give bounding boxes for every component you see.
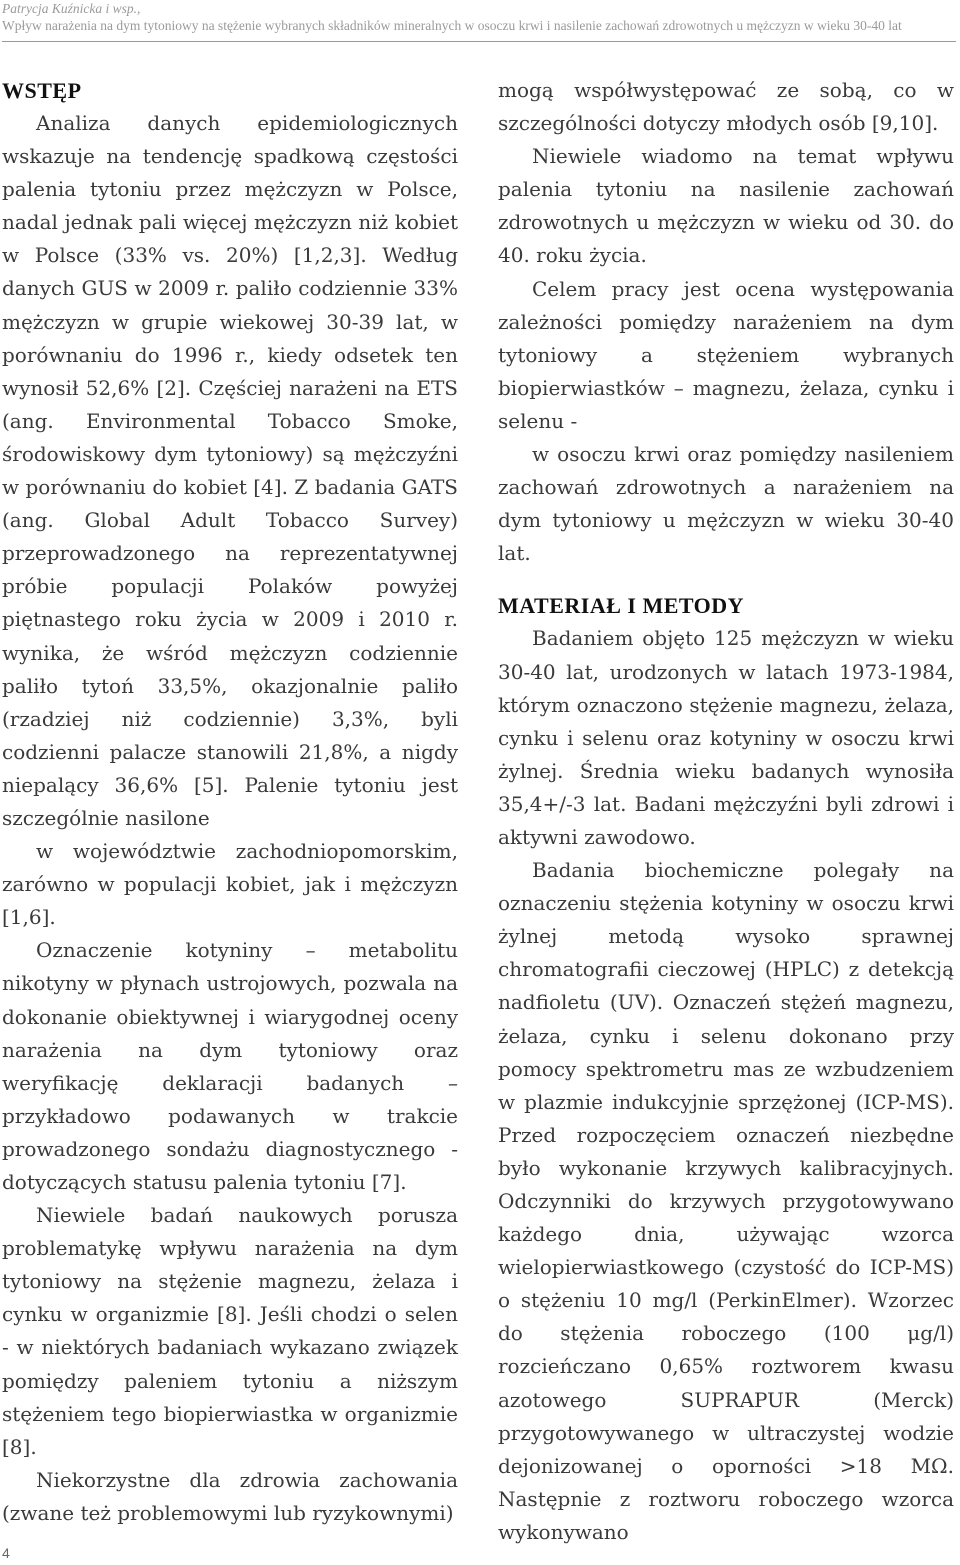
paragraph: Niewiele wiadomo na temat wpływu palenia tytoniu na nasilenie zachowań zdrowotnych u mężczyzn w wieku od 30. do 40. roku życia. <box>498 144 954 268</box>
running-head <box>2 0 952 34</box>
paragraph: Niekorzystne dla zdrowia zachowania (zwane też problemowymi lub ryzykownymi) <box>2 1467 458 1525</box>
section-heading-introduction: WSTĘP <box>2 78 82 103</box>
running-head-title: Wpływ narażenia na dym tytoniowy na stężenie wybranych składników mineralnych w osoczu krwi i nasilenie zachowań zdrowotnych u mężczyzn w wieku 30-40 lat <box>2 18 902 33</box>
paragraph: w województwie zachodniopomorskim, zarówno w populacji kobiet, jak i mężczyzn [1,6]. <box>2 839 458 930</box>
header-rule <box>2 41 956 42</box>
left-column <box>2 74 458 1530</box>
right-column <box>498 74 954 1549</box>
paragraph: mogą współwystępować ze sobą, co w szczególności dotyczy młodych osób [9,10]. <box>498 78 954 136</box>
paragraph: Analiza danych epidemiologicznych wskazuje na tendencję spadkową częstości palenia tytoniu przez mężczyzn w Polsce, nadal jednak pali więcej mężczyzn niż kobiet w Polsce (33% vs. 20%) [1,2,3]. Według danych GUS w 2009 r. paliło codziennie 33% mężczyzn w grupie wiekowej 30-39 lat, w porównaniu do 1996 r., kiedy odsetek ten wynosił 52,6% [2]. Częściej narażeni na ETS (ang. Environmental Tobacco Smoke, środowiskowy dym tytoniowy) są mężczyźni w porównaniu do kobiet [4]. Z badania GATS (ang. Global Adult Tobacco Survey) przeprowadzonego na reprezentatywnej próbie populacji Polaków powyżej piętnastego roku życia w 2009 i 2010 r. wynika, że wśród mężczyzn codziennie paliło tytoń 33,5%, okazjonalnie paliło (rzadziej niż codziennie) 3,3%, byli codzienni palacze stanowili 21,8%, a nigdy niepalący 36,6% [5]. Palenie tytoniu jest szczególnie nasilone <box>2 111 458 830</box>
running-head-authors: Patrycja Kuźnicka i wsp., <box>2 1 141 16</box>
section-heading-methods: MATERIAŁ I METODY <box>498 593 745 619</box>
paragraph: Badaniem objęto 125 mężczyzn w wieku 30-40 lat, urodzonych w latach 1973-1984, którym oznaczono stężenie magnezu, żelaza, cynku i selenu oraz kotyniny w osoczu krwi żylnej. Średnia wieku badanych wynosiła 35,4+/-3 lat. Badani mężczyźni byli zdrowi i aktywni zawodowo. <box>498 626 954 849</box>
paragraph: Badania biochemiczne polegały na oznaczeniu stężenia kotyniny w osoczu krwi żylnej metodą wysoko sprawnej chromatografii cieczowej (HPLC) z detekcją nadfioletu (UV). Oznaczeń stężeń magnezu, żelaza, cynku i selenu dokonano przy pomocy spektrometru mas ze wzbudzeniem w plazmie indukcyjnie sprzężonej (ICP-MS). Przed rozpoczęciem oznaczeń niezbędne było wykonanie krzywych kalibracyjnych. Odczynniki do krzywych przygotowywano każdego dnia, używając wzorca wielopierwiastkowego (czystość do ICP-MS) o stężeniu 10 mg/l (PerkinElmer). Wzorzec do stężenia roboczego (100 μg/l) rozcieńczano 0,65% roztworem kwasu azotowego SUPRAPUR (Merck) przygotowywanego w ultraczystej wodzie dejonizowanej o oporności >18 MΩ. Następnie z roztworu roboczego wzorca wykonywano <box>498 858 954 1544</box>
page-number: 4 <box>2 1545 10 1561</box>
paragraph: Oznaczenie kotyniny – metabolitu nikotyny w płynach ustrojowych, pozwala na dokonanie obiektywnej i wiarygodnej oceny narażenia na dym tytoniowy oraz weryfikację deklaracji badanych – przykładowo podawanych w trakcie prowadzonego sondażu diagnostycznego - dotyczących statusu palenia tytoniu [7]. <box>2 938 458 1194</box>
paragraph: w osoczu krwi oraz pomiędzy nasileniem zachowań zdrowotnych a narażeniem na dym tytoniowy u mężczyzn w wieku 30-40 lat. <box>498 442 954 566</box>
paragraph: Celem pracy jest ocena występowania zależności pomiędzy narażeniem na dym tytoniowy a stężeniem wybranych biopierwiastków – magnezu, żelaza, cynku i selenu - <box>498 276 954 433</box>
paragraph: Niewiele badań naukowych porusza problematykę wpływu narażenia na dym tytoniowy na stężenie magnezu, żelaza i cynku w organizmie [8]. Jeśli chodzi o selen - w niektórych badaniach wykazano związek pomiędzy paleniem tytoniu a niższym stężeniem tego biopierwiastka w organizmie [8]. <box>2 1203 458 1459</box>
